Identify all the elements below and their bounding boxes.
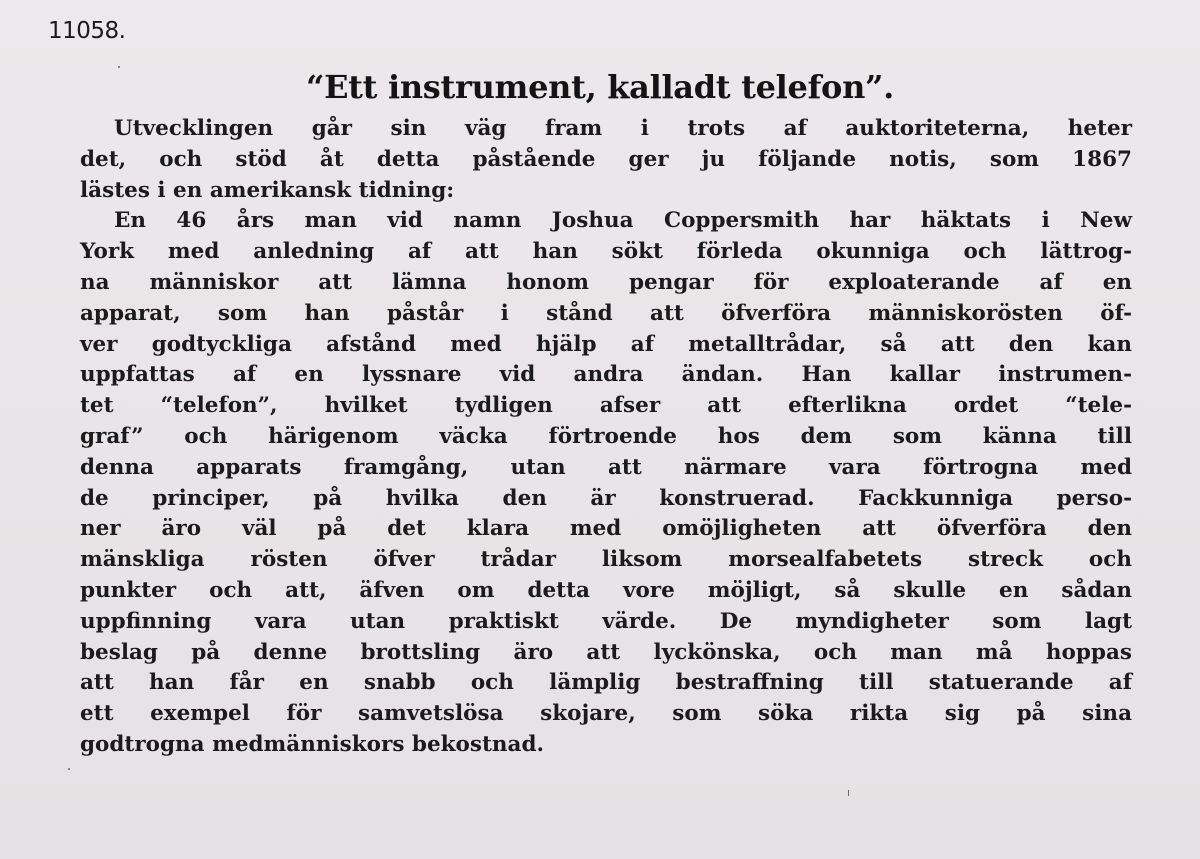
catalog-number: 11058. xyxy=(48,18,126,44)
text-line: de principer, på hvilka den är konstruerad. Fackkunniga perso- xyxy=(80,485,1132,511)
text-line: apparat, som han påstår i stånd att öfverföra människorösten öf- xyxy=(80,300,1132,326)
text-line: York med anledning af att han sökt förleda okunniga och lättrog- xyxy=(80,239,1132,265)
text-line: En 46 års man vid namn Joshua Coppersmith har häktats i New xyxy=(114,208,1132,234)
text-line: det, och stöd åt detta påstående ger ju följande notis, som 1867 xyxy=(80,146,1132,172)
text-line: tet “telefon”, hvilket tydligen afser att efterlikna ordet “tele- xyxy=(80,393,1132,419)
text-line: punkter och att, äfven om detta vore möjligt, så skulle en sådan xyxy=(80,577,1132,603)
paper-speck xyxy=(848,790,849,796)
text-line: godtrogna medmänniskors bekostnad. xyxy=(80,731,544,757)
article-body xyxy=(80,114,1132,761)
text-line: lästes i en amerikansk tidning: xyxy=(80,177,455,203)
text-line: uppfattas af en lyssnare vid andra ändan. Han kallar instrumen- xyxy=(80,362,1132,388)
text-line: graf” och härigenom väcka förtroende hos dem som känna till xyxy=(80,423,1132,449)
text-line: mänskliga rösten öfver trådar liksom morsealfabetets streck och xyxy=(80,547,1132,573)
text-line: att han får en snabb och lämplig bestraffning till statuerande af xyxy=(80,670,1132,696)
text-line: Utvecklingen går sin väg fram i trots af auktoriteterna, heter xyxy=(114,116,1132,141)
text-line: beslag på denne brottsling äro att lyckönska, och man må hoppas xyxy=(80,639,1132,665)
text-line: denna apparats framgång, utan att närmare vara förtrogna med xyxy=(80,454,1132,480)
paper-speck xyxy=(118,66,120,68)
text-line: ver godtyckliga afstånd med hjälp af metalltrådar, så att den kan xyxy=(80,331,1132,357)
text-line: ett exempel för samvetslösa skojare, som söka rikta sig på sina xyxy=(80,701,1132,727)
text-line: uppfinning vara utan praktiskt värde. De myndigheter som lagt xyxy=(80,608,1132,634)
text-line: ner äro väl på det klara med omöjligheten att öfverföra den xyxy=(80,516,1132,542)
paper-speck xyxy=(68,768,70,770)
text-line: na människor att lämna honom pengar för exploaterande af en xyxy=(80,269,1132,295)
article-title: “Ett instrument, kalladt telefon”. xyxy=(305,68,895,106)
